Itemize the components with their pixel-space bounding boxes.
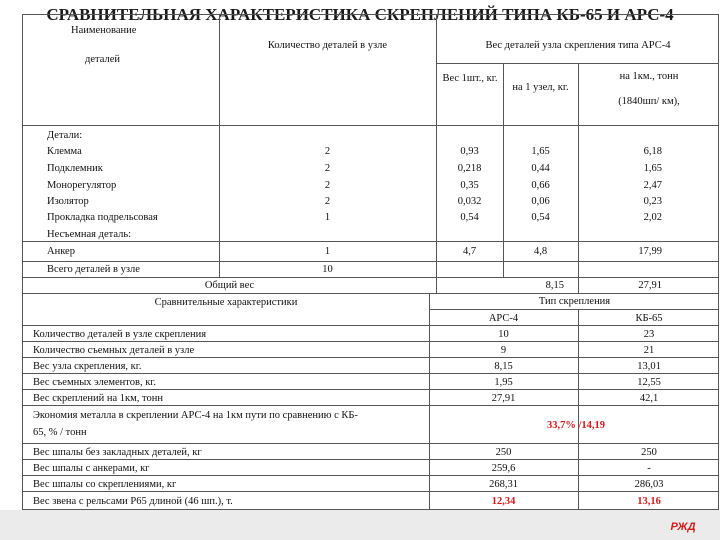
cmp-kb65: 13,01 [637,361,661,372]
part-w-node: 0,06 [531,196,550,207]
total-weight-label: Общий вес [204,280,255,291]
part-w1: 0,54 [460,212,479,223]
part-w1: 0,93 [460,146,479,157]
part-w-km: 2,02 [643,212,662,223]
cmp-ars4: 250 [495,447,512,458]
economy-value: 33,7% /14,19 [547,420,606,431]
part-w-km: 0,23 [643,196,662,207]
grid-line [436,63,719,64]
cmp-kb65: 286,03 [634,479,664,490]
grid-line [23,443,719,444]
cmp-label: Вес узла скрепления, кг. [33,361,142,372]
link-kb65: 13,16 [637,496,661,507]
total-parts-label: Всего деталей в узле [47,264,140,275]
cmp-label: Количество деталей в узле скрепления [33,329,207,340]
part-w-km: 6,18 [643,146,662,157]
cmp-label: Количество съемных деталей в узле [33,345,195,356]
total-weight-node: 8,15 [545,280,564,291]
cmp-label: Вес съемных элементов, кг. [33,377,157,388]
fixed-part-label: Несъемная деталь: [47,229,132,240]
grid-line [23,491,719,492]
grid-line [23,405,719,406]
header-name-line1: Наименование [71,25,137,36]
grid-line [23,357,719,358]
cmp-kb65: 12,55 [637,377,661,388]
cmp-kb65: 42,1 [639,393,659,404]
grid-line [23,389,719,390]
comparison-table [22,14,719,510]
grid-line [23,459,719,460]
cmp-label: Вес шпалы с анкерами, кг [33,463,150,474]
grid-line [23,341,719,342]
part-w1: 0,35 [460,180,479,191]
cmp-ars4: 259,6 [491,463,516,474]
cmp-kb65: 21 [643,345,655,356]
page-title: СРАВНИТЕЛЬНАЯ ХАРАКТЕРИСТИКА СКРЕПЛЕНИЙ ТИПА КБ-65 И АРС-4 [46,5,674,24]
rzd-logo [668,514,698,536]
grid-line [23,475,719,476]
parts-label: Детали: [47,130,83,141]
fastening-type-header: Тип скрепления [538,296,611,307]
part-w-node: 0,66 [531,180,550,191]
comparison-header: Сравнительные характеристики [154,297,298,308]
part-w1: 0,032 [457,196,482,207]
cmp-ars4: 268,31 [489,479,518,490]
header-weight-km-line1: на 1км., тонн [619,71,679,82]
part-qty: 2 [324,196,331,207]
header-weight-group: Вес деталей узла скрепления типа АРС-4 [485,40,671,51]
grid-line [23,241,719,242]
part-w-node: 1,65 [531,146,550,157]
cmp-kb65: 250 [641,447,657,458]
rzd-logo-text: РЖД [670,521,696,533]
col-ars4: АРС-4 [488,313,519,324]
total-weight-km: 27,91 [638,280,662,291]
anchor-w-km: 17,99 [638,246,662,257]
part-w-node: 0,44 [531,163,550,174]
footer-band [0,510,720,540]
header-weight-km-line2: (1840шп/ км), [618,96,680,107]
part-w-km: 1,65 [643,163,662,174]
part-name: Монорегулятор [47,180,117,191]
economy-label-line1: Экономия металла в скреплении АРС-4 на 1км пути по сравнению с КБ- [33,410,358,421]
grid-line [23,261,719,262]
grid-line [23,277,719,278]
header-name-line2: деталей [85,54,120,65]
part-name: Клемма [47,146,82,157]
cmp-ars4: 27,91 [491,393,516,404]
economy-label-line2: 65, % / тонн [33,427,87,438]
cmp-label: Вес шпалы без закладных деталей, кг [33,447,202,458]
cmp-label: Вес шпалы со скреплениями, кг [33,479,177,490]
part-name: Подклемник [47,163,103,174]
total-parts-qty: 10 [322,264,333,275]
part-qty: 2 [324,180,331,191]
grid-line [23,293,719,294]
part-qty: 2 [324,146,331,157]
part-name: Изолятор [47,196,89,207]
grid-line [429,309,719,310]
part-qty: 2 [324,163,331,174]
cmp-kb65: - [647,463,651,474]
part-w-km: 2,47 [643,180,662,191]
header-weight-node: на 1 узел, кг. [512,82,569,93]
part-w-node: 0,54 [531,212,550,223]
cmp-ars4: 1,95 [494,377,513,388]
cmp-ars4: 8,15 [494,361,513,372]
link-label: Вес звена с рельсами Р65 длиной (46 шп.), т. [33,496,233,507]
anchor-name: Анкер [47,246,75,257]
anchor-w-node: 4,8 [533,246,548,257]
anchor-w1: 4,7 [462,246,477,257]
cmp-ars4: 9 [500,345,507,356]
part-w1: 0,218 [457,163,482,174]
anchor-qty: 1 [324,246,331,257]
header-weight-one: Вес 1шт., кг. [442,73,498,84]
part-name: Прокладка подрельсовая [47,212,158,223]
cmp-label: Вес скреплений на 1км, тонн [33,393,163,404]
link-ars4: 12,34 [491,496,516,507]
header-qty: Количество деталей в узле [267,40,388,51]
grid-line [23,373,719,374]
part-qty: 1 [324,212,331,223]
cmp-kb65: 23 [643,329,655,340]
grid-line [23,125,719,126]
cmp-ars4: 10 [498,329,509,340]
grid-line [23,325,719,326]
col-kb65: КБ-65 [635,313,663,324]
